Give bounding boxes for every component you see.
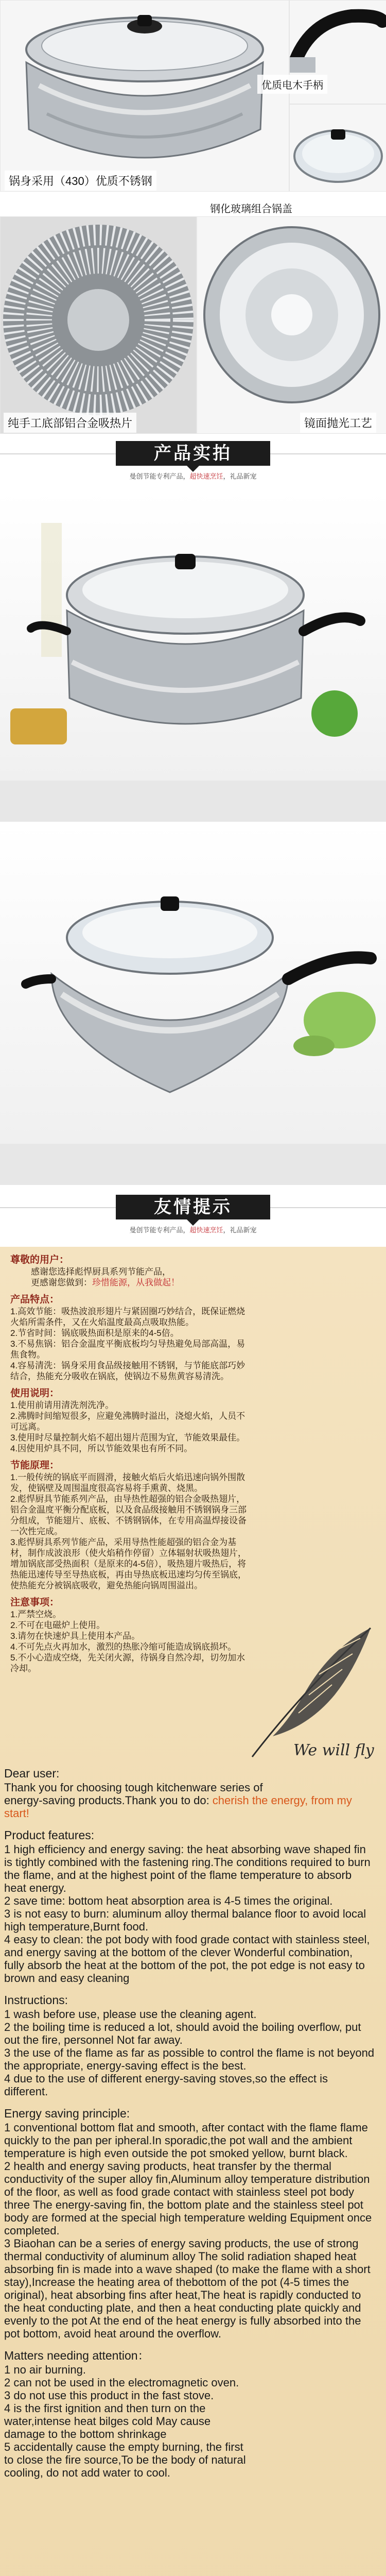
section-banner-tips (0, 1188, 386, 1244)
subtitle-left: 曼创节能专利产品， (129, 1226, 190, 1234)
principle-item: 2 health and energy saving products, heat transfer by the thermal conductivity of the super alloy fin,Aluminum alloy temperature distribution of the floor, as well as food grade contact with stainless steel pot body three The energy-saving fin, the bottom plate and the stainless steel pot body are formed at the special high temperature welding Equipment once completed. (4, 2160, 372, 2237)
usage-heading: 使用说明： (10, 1388, 60, 1399)
matters-block (4, 2349, 246, 2479)
principle-item: 2.彪悍厨具节能系列产品，由导热性超强的铝合金吸热翅片，铝合金温度平衡分配底板，以及食品级接触用不锈钢锅身三部分组成，节能翅片、底板、不锈钢锅体，在专用高温焊接设备一次性完成。 (10, 1494, 247, 1536)
signature-text-1: We will fly (293, 1741, 374, 1759)
pot-overview-image (0, 0, 289, 192)
matters-heading: Matters needing attention： (4, 2349, 150, 2362)
principle-item: 3 Biaohan can be a series of energy saving products, the use of strong thermal conductivity of aluminum alloy The solid radiation shaped heat absorbing fin is made into a wave shaped (to make the flame with a short stay),Increase the heating area of thebottom of the pot (4-5 times the original), heat absorbing fins after heat,The heat is rapidly conducted to the heat conducting plate, and then a heat conducting plate quickly and evenly to the pot At the end of the heat energy is fully absorbed into the pot bottom, avoid heat around the overflow. (4, 2237, 371, 2340)
feature-item: 1 high efficiency and energy saving: the heat absorbing wave shaped fin is tightly combined with the fastening ring.The conditions required to burn the flame, and at the highest point of the flame temperature to absorb heat energy. (4, 1843, 371, 1894)
feature-item: 2.节省时间：锅底吸热面积是原来的4-5倍。 (10, 1328, 179, 1338)
features-heading: 产品特点： (10, 1294, 60, 1305)
principle-item: 1 conventional bottom flat and smooth, after contact with the flame flame quickly to the pan per ipheral.In sporadic,the pot wall and the ambient temperature is high even outside the pot smoked yellow, burnt black. (4, 2121, 368, 2160)
usage-item: 3.使用时尽量控制火焰不超出翅片范围为宜，节能效果最佳。 (10, 1433, 245, 1443)
instruction-item: 1 wash before use, please use the cleaning agent. (4, 2008, 257, 2021)
section-title: 产品实拍 (116, 441, 270, 466)
glass-lid-image (289, 104, 386, 192)
principle-item: 3.彪悍厨具系列节能产品，采用导热性能超强的铝合金为基材，制作成波浪形（使火焰稍作停留）立体辐射状吸热翅片，增加锅底部受热面积（是原来的4-5倍），吸热翅片吸热后，将热能迅速传导至导热底板，再由导热底板迅速均匀传至锅底，使热能充分被锅底吸收，避免热能向锅周围溢出。 (10, 1537, 247, 1590)
matter-item: 3 do not use this product in the fast stove. (4, 2389, 214, 2402)
dear-heading: Dear user: (4, 1767, 60, 1780)
glass-lid-illustration (290, 105, 386, 191)
feature-item: 1.高效节能：吸热波浪形翅片与紧固圈巧妙结合，既保证燃烧火焰所需条件，又在火焰温度最高点吸取热能。 (10, 1307, 245, 1327)
notes-panel (0, 1247, 386, 2576)
steamer-pot-illustration (0, 492, 386, 822)
caution-item: 4.不可先点火再加水，激烈的热胀冷缩可能造成锅底损坏。 (10, 1642, 237, 1652)
caution-item: 5.不小心造成空烧，先关闭火源，待锅身自然冷却，切勿加水冷却。 (10, 1653, 245, 1673)
usage-item: 4.因使用炉具不同，所以节能效果也有所不同。 (10, 1444, 193, 1453)
english-notes (4, 1767, 375, 2479)
caption-mirror-polish: 镜面抛光工艺 (300, 413, 376, 433)
product-photo-wok (0, 824, 386, 1185)
pot-overview-illustration (1, 1, 289, 191)
features-heading: Product features: (4, 1828, 95, 1842)
greeting-heading: 尊敬的用户： (10, 1255, 69, 1265)
chinese-notes (10, 1255, 247, 1674)
caution-item: 1.严禁空烧。 (10, 1609, 62, 1619)
mirror-polish-image (197, 216, 386, 434)
feature-item: 3.不易焦锅：铝合金温度平衡底板均匀导热避免局部高温，易焦食物。 (10, 1339, 245, 1360)
principle-heading: Energy saving principle: (4, 2107, 130, 2120)
section-subtitle (0, 471, 386, 481)
dear-line-1: Thank you for choosing tough kitchenware series of (4, 1781, 263, 1794)
instructions-heading: Instructions: (4, 1993, 68, 2007)
greeting-line-2 (10, 1277, 247, 1288)
greeting-line-2-prefix: 更感谢您做到： (31, 1278, 92, 1287)
caution-item: 2.不可在电磁炉上使用。 (10, 1620, 106, 1630)
usage-item: 1.使用前请用清洗剂洗净。 (10, 1400, 114, 1410)
caption-glass-lid: 钢化玻璃组合锅盖 (206, 198, 296, 217)
caption-pot-body: 锅身采用（430）优质不锈钢 (5, 171, 156, 191)
matter-item: 2 can not be used in the electromagnetic oven. (4, 2376, 239, 2389)
subtitle-highlight: 超快速烹饪 (189, 1226, 223, 1234)
caption-handle: 优质电木手柄 (257, 75, 327, 94)
subtitle-left: 曼创节能专利产品， (129, 472, 190, 480)
matter-item: 5 accidentally cause the empty burning, the first to close the fire source,To be the body of natural cooling, do not add water to cool. (4, 2441, 246, 2479)
instruction-item: 3 the use of the flame as far as possible to control the flame is not beyond the appropriate, energy-saving effect is the best. (4, 2046, 375, 2072)
subtitle-highlight: 超快速烹饪 (189, 472, 223, 480)
section-banner-product-photos (0, 434, 386, 490)
dear-line-2-prefix: energy-saving products.Thank you to do: (4, 1794, 213, 1807)
feature-item: 4 easy to clean: the pot body with food grade contact with stainless steel, and energy saving at the bottom of the clever Wonderful combination, fully absorb the heat at the bottom of the pot, the pot edge is not easy to brown and easy cleaning (4, 1933, 370, 1985)
feather-icon (242, 1618, 381, 1762)
dear-line-2-highlight: cherish the energy, from my start! (4, 1794, 352, 1820)
instruction-item: 4 due to the use of different energy-saving stoves,so the effect is different. (4, 2072, 328, 2098)
principle-item: 1.一般传统的锅底平而圆滑，接触火焰后火焰迅速向锅外围散发，使锅壁及周围温度很高容易将手熏黄、烧黑。 (10, 1472, 245, 1493)
matter-item: 4 is the first ignition and then turn on the water,intense heat bilges cold May cause damage to the bottom shrinkage (4, 2402, 211, 2441)
subtitle-right: ，礼品新宠 (223, 1226, 257, 1234)
section-subtitle (0, 1225, 386, 1234)
instruction-item: 2 the boiling time is reduced a lot, should avoid the boiling overflow, put out the fire, personnel Not far away. (4, 2021, 361, 2046)
greeting-line-1: 感谢您选择彪悍厨具系列节能产品， (31, 1267, 171, 1277)
product-photo-steamer (0, 492, 386, 822)
feature-item: 4.容易清洗：锅身采用食品级接触用不锈钢，与节能底部巧妙结合，热能充分吸收在锅底，使锅边不易焦黄容易清洗。 (10, 1361, 245, 1381)
caution-item: 3.请勿在快速炉具上使用本产品。 (10, 1631, 141, 1641)
caption-heat-fin: 纯手工底部铝合金吸热片 (4, 413, 136, 433)
greeting-line-2-highlight: 珍惜能源，从我做起！ (92, 1278, 180, 1287)
mirror-polish-illustration (197, 217, 386, 433)
matter-item: 1 no air burning. (4, 2363, 86, 2376)
section-title: 友情提示 (116, 1195, 270, 1219)
wok-illustration (0, 824, 386, 1185)
feature-grid (0, 0, 386, 433)
feature-item: 3 is not easy to burn: aluminum alloy thermal balance floor to avoid local high temperature,Burnt food. (4, 1907, 366, 1933)
dear-line-2 (4, 1794, 375, 1820)
usage-item: 2.沸腾时间缩短很多，应避免沸腾时溢出，浇熄火焰，人员不可远离。 (10, 1411, 245, 1432)
subtitle-right: ，礼品新宠 (223, 472, 257, 480)
heat-fin-image (0, 216, 197, 434)
cautions-heading: 注意事项： (10, 1597, 60, 1608)
principle-heading: 节能原理： (10, 1460, 60, 1471)
heat-fin-illustration (1, 217, 196, 433)
feature-item: 2 save time: bottom heat absorption area is 4-5 times the original. (4, 1894, 333, 1907)
